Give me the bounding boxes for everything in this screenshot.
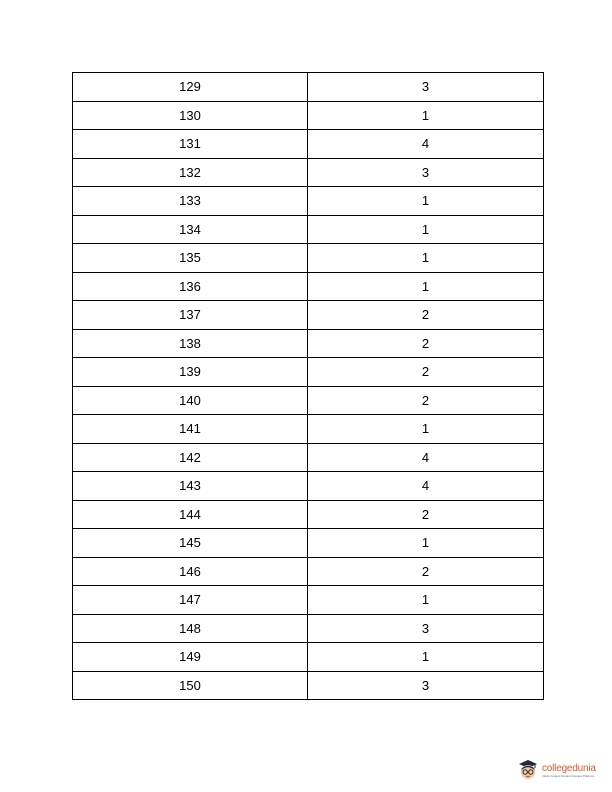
answer-option-cell: 1	[308, 643, 544, 672]
question-number-cell: 136	[73, 272, 308, 301]
answer-option-cell: 2	[308, 557, 544, 586]
answer-option-cell: 1	[308, 415, 544, 444]
question-number-cell: 150	[73, 671, 308, 700]
question-number-cell: 129	[73, 73, 308, 102]
question-number-cell: 146	[73, 557, 308, 586]
answer-option-cell: 1	[308, 187, 544, 216]
table-row	[73, 130, 544, 159]
table-row	[73, 443, 544, 472]
question-number-cell: 139	[73, 358, 308, 387]
table-row	[73, 158, 544, 187]
question-number-cell: 133	[73, 187, 308, 216]
question-number-cell: 131	[73, 130, 308, 159]
answer-option-cell: 2	[308, 358, 544, 387]
question-number-cell: 144	[73, 500, 308, 529]
question-number-cell: 145	[73, 529, 308, 558]
table-row	[73, 614, 544, 643]
answer-option-cell: 1	[308, 244, 544, 273]
answer-key-table	[72, 72, 544, 700]
answer-option-cell: 1	[308, 215, 544, 244]
table-row	[73, 386, 544, 415]
question-number-cell: 138	[73, 329, 308, 358]
table-row	[73, 215, 544, 244]
question-number-cell: 141	[73, 415, 308, 444]
question-number-cell: 132	[73, 158, 308, 187]
answer-option-cell: 2	[308, 500, 544, 529]
question-number-cell: 148	[73, 614, 308, 643]
brand-text	[542, 763, 596, 778]
answer-option-cell: 4	[308, 472, 544, 501]
brand-name: collegedunia	[542, 762, 596, 774]
answer-key-table-body	[73, 73, 544, 700]
question-number-cell: 142	[73, 443, 308, 472]
question-number-cell: 140	[73, 386, 308, 415]
question-number-cell: 149	[73, 643, 308, 672]
answer-option-cell: 2	[308, 329, 544, 358]
table-row	[73, 101, 544, 130]
answer-option-cell: 1	[308, 529, 544, 558]
answer-option-cell: 1	[308, 101, 544, 130]
question-number-cell: 143	[73, 472, 308, 501]
answer-option-cell: 2	[308, 301, 544, 330]
answer-option-cell: 3	[308, 671, 544, 700]
table-row	[73, 643, 544, 672]
table-row	[73, 73, 544, 102]
answer-option-cell: 4	[308, 443, 544, 472]
answer-option-cell: 1	[308, 586, 544, 615]
table-row	[73, 472, 544, 501]
question-number-cell: 137	[73, 301, 308, 330]
brand-watermark	[516, 757, 612, 783]
table-row	[73, 358, 544, 387]
brand-tagline: India's largest Student Review Platform	[542, 773, 595, 778]
question-number-cell: 135	[73, 244, 308, 273]
table-row	[73, 415, 544, 444]
answer-option-cell: 3	[308, 73, 544, 102]
table-row	[73, 301, 544, 330]
answer-option-cell: 3	[308, 158, 544, 187]
answer-option-cell: 1	[308, 272, 544, 301]
table-row	[73, 500, 544, 529]
answer-option-cell: 3	[308, 614, 544, 643]
table-row	[73, 557, 544, 586]
answer-option-cell: 4	[308, 130, 544, 159]
answer-option-cell: 2	[308, 386, 544, 415]
table-row	[73, 671, 544, 700]
table-row	[73, 272, 544, 301]
question-number-cell: 147	[73, 586, 308, 615]
student-mascot-icon	[516, 758, 540, 782]
table-row	[73, 586, 544, 615]
question-number-cell: 134	[73, 215, 308, 244]
question-number-cell: 130	[73, 101, 308, 130]
table-row	[73, 244, 544, 273]
table-row	[73, 329, 544, 358]
table-row	[73, 529, 544, 558]
table-row	[73, 187, 544, 216]
